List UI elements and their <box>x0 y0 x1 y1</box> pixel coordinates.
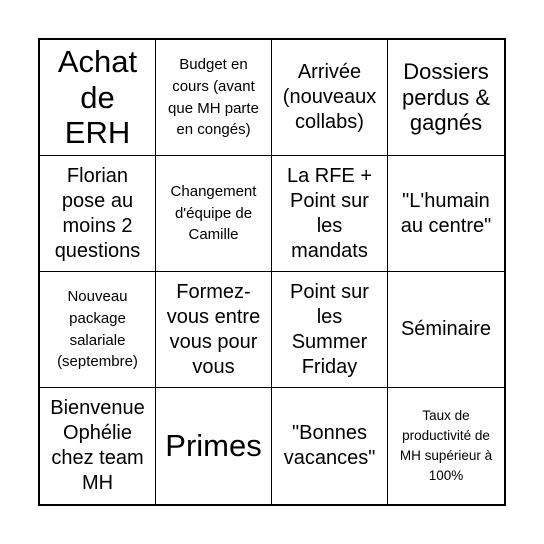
cell-text: Nouveau package salariale (septembre) <box>57 288 138 371</box>
bingo-cell-summer-friday[interactable] <box>272 272 388 388</box>
bingo-cell-package[interactable] <box>40 272 156 388</box>
cell-text: Florian pose au moins 2 questions <box>54 164 141 262</box>
bingo-cell-humain[interactable] <box>388 156 504 272</box>
cell-text: Achat de ERH <box>57 44 138 151</box>
bingo-cell-productivite[interactable] <box>388 388 504 504</box>
cell-text: La RFE + Point sur les mandats <box>286 164 373 262</box>
bingo-cell-achat-erh[interactable] <box>40 40 156 156</box>
cell-text: Changement d'équipe de Camille <box>170 182 257 244</box>
cell-text: Bienvenue Ophélie chez team MH <box>50 397 145 494</box>
bingo-cell-florian[interactable] <box>40 156 156 272</box>
cell-text: "Bonnes vacances" <box>283 422 376 469</box>
cell-text: Dossiers perdus & gagnés <box>401 58 491 136</box>
bingo-cell-primes[interactable] <box>156 388 272 504</box>
cell-text: Primes <box>165 428 262 464</box>
bingo-cell-budget[interactable] <box>156 40 272 156</box>
cell-text: Budget en cours (avant que MH parte en congés) <box>168 56 259 139</box>
bingo-cell-arrivee[interactable] <box>272 40 388 156</box>
bingo-card <box>38 38 506 506</box>
bingo-cell-ophelie[interactable] <box>40 388 156 504</box>
cell-text: Séminaire <box>400 318 492 340</box>
cell-text: Taux de productivité de MH supérieur à 100% <box>399 407 493 484</box>
bingo-cell-vacances[interactable] <box>272 388 388 504</box>
cell-text: Arrivée (nouveaux collabs) <box>282 61 377 133</box>
bingo-cell-dossiers[interactable] <box>388 40 504 156</box>
cell-text: "L'humain au centre" <box>400 189 492 237</box>
bingo-cell-rfe[interactable] <box>272 156 388 272</box>
bingo-cell-camille[interactable] <box>156 156 272 272</box>
cell-text: Formez-vous entre vous pour vous <box>166 280 261 378</box>
bingo-cell-formez[interactable] <box>156 272 272 388</box>
cell-text: Point sur les Summer Friday <box>290 280 369 378</box>
bingo-cell-seminaire[interactable] <box>388 272 504 388</box>
